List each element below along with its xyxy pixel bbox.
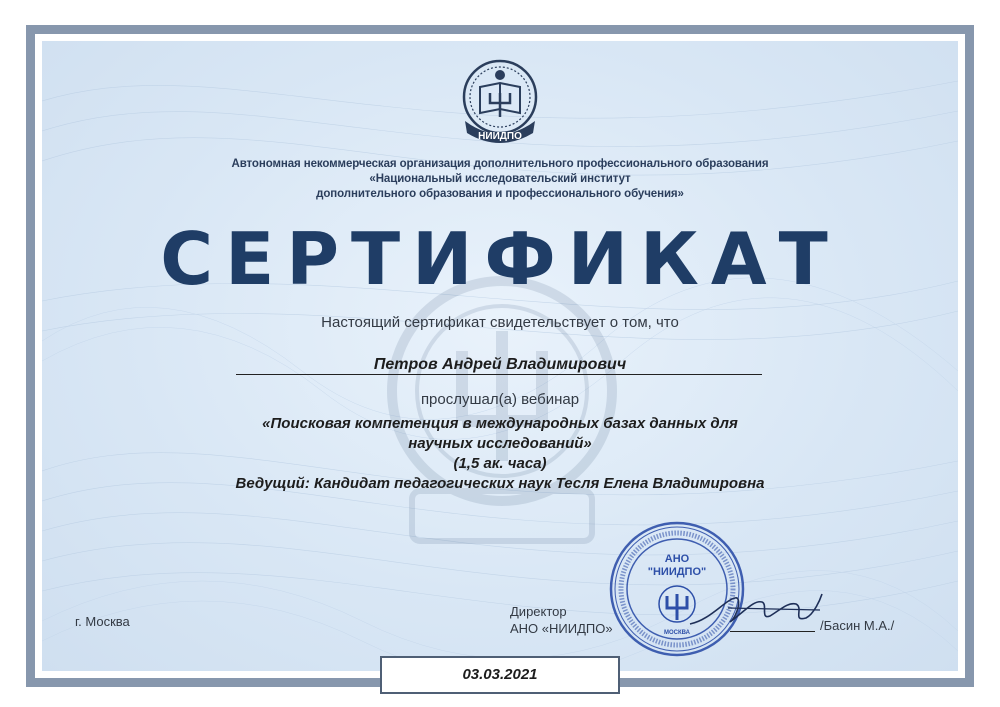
director-block: [510, 603, 613, 637]
org-name-line-1: Автономная некоммерческая организация дополнительного профессионального образования: [231, 158, 769, 170]
director-org: АНО «НИИДПО»: [510, 621, 613, 636]
org-name-line-3: дополнительного образования и профессионального обучения»: [316, 188, 684, 200]
niidpo-logo-icon: [455, 57, 545, 147]
issue-date: 03.03.2021: [380, 656, 620, 694]
webinar-title-line-2: научных исследований»: [408, 435, 592, 452]
webinar-title-line-1: «Поисковая компетенция в международных базах данных для: [262, 415, 738, 432]
presenter-text: Ведущий: Кандидат педагогических наук Тесля Елена Владимировна: [235, 475, 765, 492]
stamp-center-line-1: АНО: [664, 553, 690, 565]
attestation-text: Настоящий сертификат свидетельствует о том, что: [321, 314, 679, 331]
webinar-title: [0, 414, 1000, 454]
recipient-name: Петров Андрей Владимирович: [373, 356, 627, 373]
listened-text: прослушал(а) вебинар: [420, 391, 580, 408]
signature-line: [730, 631, 815, 632]
recipient-name-underline: [236, 374, 762, 375]
director-title: Директор: [510, 604, 567, 619]
certificate-title: СЕРТИФИКАТ: [160, 217, 840, 301]
signatory-name: /Басин М.А./: [820, 618, 895, 633]
logo-text: НИИДПО: [478, 131, 522, 142]
stamp-bottom-text: МОСКВА: [663, 630, 691, 636]
city-text: г. Москва: [75, 614, 130, 629]
duration-text: (1,5 ак. часа): [453, 455, 547, 472]
org-name-line-2: «Национальный исследовательский институт: [369, 173, 631, 185]
stamp-center-line-2: "НИИДПО": [647, 566, 707, 578]
